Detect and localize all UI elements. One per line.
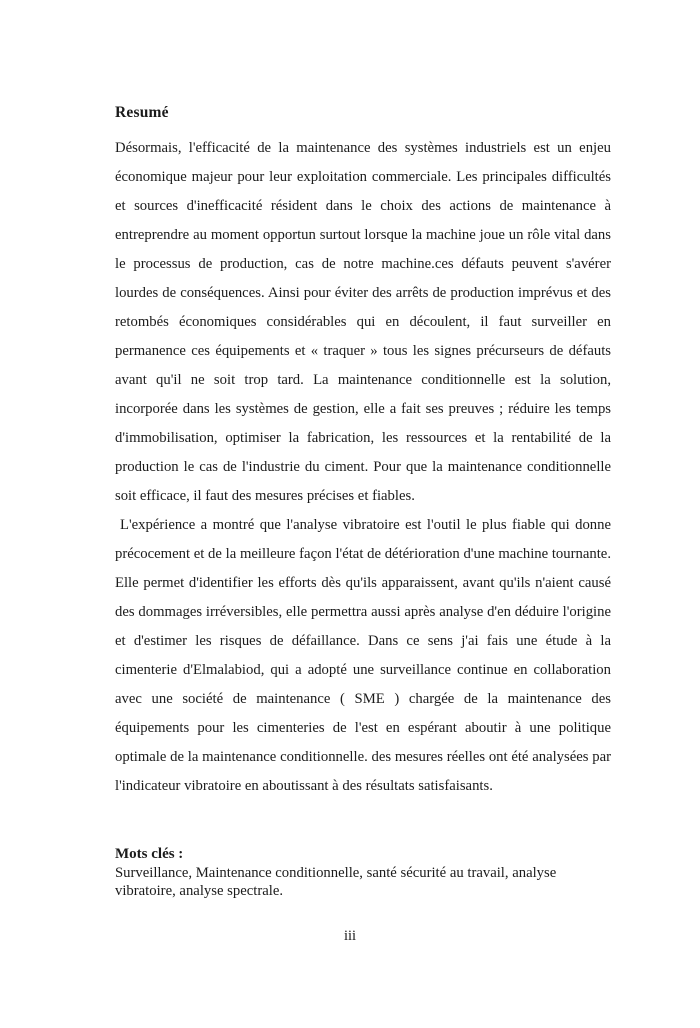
- page-number: iii: [343, 928, 357, 944]
- keywords-section: [115, 845, 611, 900]
- abstract-paragraph-2: L'expérience a montré que l'analyse vibratoire est l'outil le plus fiable qui donne précocement et de la meilleure façon l'état de détérioration d'une machine tournante. Elle permet d'identifier les efforts dès qu'ils apparaissent, avant qu'ils n'aient causé des dommages irréversibles, elle permettra aussi après analyse d'en déduire l'origine et d'estimer les risques de défaillance. Dans ce sens j'ai fais une étude à la cimenterie d'Elmalabiod, qui a adopté une surveillance continue en collaboration avec une société de maintenance ( SME ) chargée de la maintenance des équipements pour les cimenteries de l'est en espérant aboutir à une politique optimale de la maintenance conditionnelle. des mesures réelles ont été analysées par l'indicateur vibratoire en aboutissant à des résultats satisfaisants.: [115, 517, 611, 794]
- abstract-section: [115, 104, 611, 900]
- abstract-paragraph-1: Désormais, l'efficacité de la maintenance des systèmes industriels est un enjeu économique majeur pour leur exploitation commerciale. Les principales difficultés et sources d'inefficacité résident dans le choix des actions de maintenance à entreprendre au moment opportun surtout lorsque la machine joue un rôle vital dans le processus de production, cas de notre machine.ces défauts peuvent s'avérer lourdes de conséquences. Ainsi pour éviter des arrêts de production imprévus et des retombés économiques considérables qui en découlent, il faut surveiller en permanence ces équipements et « traquer » tous les signes précurseurs de défauts avant qu'il ne soit trop tard. La maintenance conditionnelle est la solution, incorporée dans les systèmes de gestion, elle a fait ses preuves ; réduire les temps d'immobilisation, optimiser la fabrication, les ressources et la rentabilité de la production le cas de l'industrie du ciment. Pour que la maintenance conditionnelle soit efficace, il faut des mesures précises et fiables.: [115, 140, 611, 504]
- abstract-title: Resumé: [115, 104, 169, 121]
- keywords-heading: Mots clés :: [115, 846, 184, 862]
- keywords-text: Surveillance, Maintenance conditionnelle, santé sécurité au travail, analyse vibratoire, analyse spectrale.: [115, 865, 557, 899]
